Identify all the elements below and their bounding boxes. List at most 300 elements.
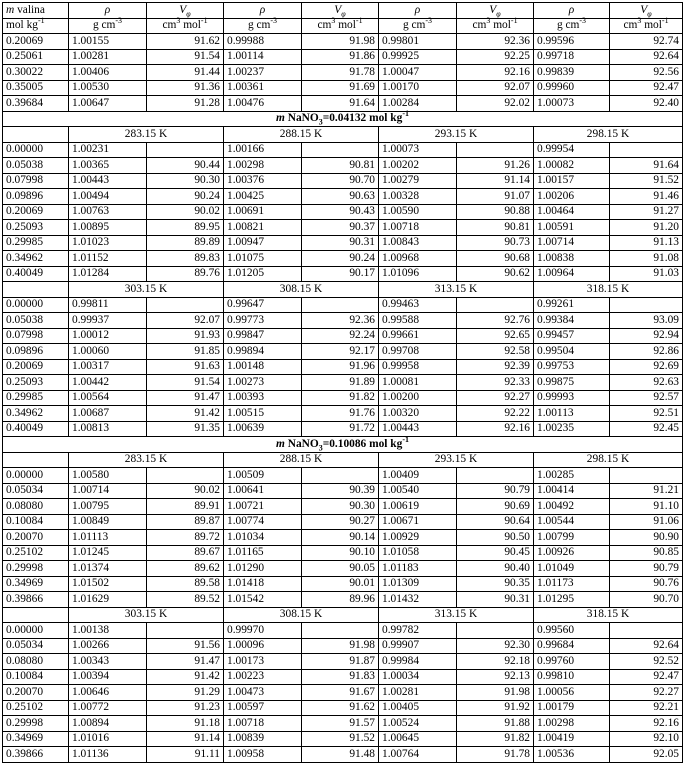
table-row: [3, 747, 683, 763]
table-cell: 90.40: [457, 561, 534, 577]
table-cell: 1.00034: [379, 669, 457, 685]
header-cell: $cm^3$ mol$^{‑1}$: [147, 18, 224, 34]
table-cell: 0.00000: [3, 297, 69, 313]
table-cell: 1.00425: [224, 189, 302, 205]
temperature-label: 293.15 K: [379, 127, 534, 143]
table-cell: 91.87: [302, 654, 379, 670]
table-cell: 89.91: [147, 499, 224, 515]
table-cell: 1.00202: [379, 158, 457, 174]
table-cell: 1.00096: [224, 638, 302, 654]
table-cell: 1.00365: [69, 158, 147, 174]
table-cell: 0.20069: [3, 359, 69, 375]
table-cell: 1.00821: [224, 220, 302, 236]
table-cell: 90.63: [302, 189, 379, 205]
table-cell: 1.00843: [379, 235, 457, 251]
temperature-blank: [3, 607, 69, 623]
table-cell: 91.98: [457, 685, 534, 701]
table-cell: 1.01295: [534, 592, 610, 608]
table-row: [3, 421, 683, 437]
table-cell: 1.00671: [379, 514, 457, 530]
table-cell: 0.99810: [534, 669, 610, 685]
table-cell: 92.52: [610, 654, 683, 670]
table-row: [3, 96, 683, 112]
table-row: [3, 328, 683, 344]
table-cell: 1.00492: [534, 499, 610, 515]
table-row: [3, 266, 683, 282]
table-cell: 1.00148: [224, 359, 302, 375]
table-cell: 92.47: [610, 669, 683, 685]
table-row: [3, 499, 683, 515]
table-cell: 91.85: [147, 344, 224, 360]
table-cell: 1.00206: [534, 189, 610, 205]
table-cell: 1.00464: [534, 204, 610, 220]
table-cell: 93.09: [610, 313, 683, 329]
table-cell: 89.95: [147, 220, 224, 236]
table-cell: 90.79: [610, 561, 683, 577]
table-cell: 92.22: [457, 406, 534, 422]
table-cell: 89.72: [147, 530, 224, 546]
table-cell: 1.00414: [534, 483, 610, 499]
table-cell: 0.25093: [3, 375, 69, 391]
table-cell: 91.14: [457, 173, 534, 189]
temperature-label: 288.15 K: [224, 452, 379, 468]
table-cell: 1.00524: [379, 716, 457, 732]
table-cell: [610, 142, 683, 158]
header-cell: $V_\varphi$: [457, 3, 534, 19]
table-cell: 1.01049: [534, 561, 610, 577]
table-cell: 0.99773: [224, 313, 302, 329]
table-cell: 91.78: [457, 747, 534, 763]
table-cell: 1.00968: [379, 251, 457, 267]
table-cell: 1.00580: [69, 468, 147, 484]
table-cell: 0.99463: [379, 297, 457, 313]
table-cell: [147, 142, 224, 158]
table-cell: 91.86: [302, 49, 379, 65]
table-cell: 1.00298: [224, 158, 302, 174]
table-cell: 1.00179: [534, 700, 610, 716]
table-cell: 0.20069: [3, 34, 69, 50]
table-cell: 1.00647: [69, 96, 147, 112]
header-cell: g $cm^{‑3}$: [69, 18, 147, 34]
temperature-label: 313.15 K: [379, 282, 534, 298]
table-cell: 0.99261: [534, 297, 610, 313]
table-cell: 91.54: [147, 375, 224, 391]
table-cell: 91.63: [147, 359, 224, 375]
temperature-label: 293.15 K: [379, 452, 534, 468]
table-cell: 91.82: [457, 731, 534, 747]
header-cell: $V_\varphi$: [147, 3, 224, 19]
table-cell: 1.00012: [69, 328, 147, 344]
section-title-row: [3, 437, 683, 453]
table-cell: 0.99875: [534, 375, 610, 391]
table-cell: 0.40049: [3, 266, 69, 282]
table-cell: 1.00442: [69, 375, 147, 391]
table-cell: 1.00763: [69, 204, 147, 220]
table-cell: 0.29998: [3, 561, 69, 577]
table-cell: 0.99782: [379, 623, 457, 639]
table-cell: 0.99588: [379, 313, 457, 329]
table-cell: 91.06: [610, 514, 683, 530]
table-cell: 1.00376: [224, 173, 302, 189]
table-cell: 91.14: [147, 731, 224, 747]
table-cell: 1.00795: [69, 499, 147, 515]
table-cell: 1.01290: [224, 561, 302, 577]
table-cell: 0.99894: [224, 344, 302, 360]
table-cell: 89.67: [147, 545, 224, 561]
table-cell: 90.02: [147, 204, 224, 220]
table-cell: 0.40049: [3, 421, 69, 437]
table-cell: 1.00764: [379, 747, 457, 763]
table-cell: 92.56: [610, 65, 683, 81]
table-cell: 1.00494: [69, 189, 147, 205]
table-cell: 1.00328: [379, 189, 457, 205]
temperature-blank: [3, 127, 69, 143]
table-cell: 1.01245: [69, 545, 147, 561]
table-cell: 90.64: [457, 514, 534, 530]
header-cell: g $cm^{‑3}$: [379, 18, 457, 34]
table-cell: 1.01096: [379, 266, 457, 282]
table-cell: 91.21: [610, 483, 683, 499]
section-title: m NaNO$_3$=0.10086 mol $kg^{‑1}$: [3, 437, 683, 453]
table-cell: 91.64: [610, 158, 683, 174]
table-cell: 90.24: [147, 189, 224, 205]
header-cell: m valina: [3, 3, 69, 19]
section-title-row: [3, 111, 683, 127]
table-cell: 0.39866: [3, 592, 69, 608]
table-cell: 0.10084: [3, 669, 69, 685]
table-row: [3, 80, 683, 96]
temperature-blank: [3, 282, 69, 298]
table-cell: 0.20070: [3, 530, 69, 546]
temperature-row: [3, 607, 683, 623]
table-cell: 90.81: [457, 220, 534, 236]
table-cell: 91.98: [302, 638, 379, 654]
table-cell: 1.00281: [69, 49, 147, 65]
table-cell: 90.10: [302, 545, 379, 561]
table-cell: 91.93: [147, 328, 224, 344]
table-cell: 89.87: [147, 514, 224, 530]
table-cell: 89.89: [147, 235, 224, 251]
table-cell: 1.00155: [69, 34, 147, 50]
table-cell: 1.00641: [224, 483, 302, 499]
header-cell: g $cm^{‑3}$: [224, 18, 302, 34]
table-row: [3, 189, 683, 205]
table-cell: 1.00393: [224, 390, 302, 406]
table-cell: 1.00114: [224, 49, 302, 65]
table-cell: 1.00590: [379, 204, 457, 220]
table-cell: 1.00361: [224, 80, 302, 96]
table-cell: 1.00536: [534, 747, 610, 763]
temperature-label: 318.15 K: [534, 282, 683, 298]
table-cell: 1.01629: [69, 592, 147, 608]
table-cell: 89.76: [147, 266, 224, 282]
table-cell: 90.30: [147, 173, 224, 189]
table-cell: 92.21: [610, 700, 683, 716]
table-cell: 0.39866: [3, 747, 69, 763]
table-cell: [302, 142, 379, 158]
table-cell: 90.27: [302, 514, 379, 530]
table-row: [3, 297, 683, 313]
table-cell: 91.03: [610, 266, 683, 282]
table-cell: 1.01502: [69, 576, 147, 592]
table-cell: 1.00564: [69, 390, 147, 406]
table-cell: 1.00619: [379, 499, 457, 515]
table-row: [3, 545, 683, 561]
table-cell: 1.01374: [69, 561, 147, 577]
table-cell: [302, 623, 379, 639]
table-cell: 1.01058: [379, 545, 457, 561]
table-cell: 89.52: [147, 592, 224, 608]
table-cell: 1.00958: [224, 747, 302, 763]
table-cell: 90.44: [147, 158, 224, 174]
table-cell: 1.00279: [379, 173, 457, 189]
temperature-label: 303.15 K: [69, 607, 224, 623]
table-cell: 91.07: [457, 189, 534, 205]
table-cell: 0.07998: [3, 173, 69, 189]
header-cell: $V_\varphi$: [302, 3, 379, 19]
table-cell: 91.67: [302, 685, 379, 701]
table-cell: 92.02: [457, 96, 534, 112]
table-cell: 1.01542: [224, 592, 302, 608]
table-cell: 92.40: [610, 96, 683, 112]
header-row: [3, 18, 683, 34]
table-cell: 1.01418: [224, 576, 302, 592]
table-cell: 1.00235: [534, 421, 610, 437]
table-cell: 0.30022: [3, 65, 69, 81]
table-cell: 1.01016: [69, 731, 147, 747]
table-cell: 0.99760: [534, 654, 610, 670]
table-cell: 1.00317: [69, 359, 147, 375]
table-cell: 1.00231: [69, 142, 147, 158]
table-cell: 1.00047: [379, 65, 457, 81]
table-cell: 0.99753: [534, 359, 610, 375]
table-cell: 0.99596: [534, 34, 610, 50]
table-cell: 1.00056: [534, 685, 610, 701]
table-row: [3, 530, 683, 546]
table-cell: 0.34969: [3, 576, 69, 592]
table-cell: 91.78: [302, 65, 379, 81]
table-cell: 0.99958: [379, 359, 457, 375]
temperature-label: 318.15 K: [534, 607, 683, 623]
table-cell: 92.10: [610, 731, 683, 747]
table-cell: 91.54: [147, 49, 224, 65]
table-cell: 1.00540: [379, 483, 457, 499]
table-cell: 1.00320: [379, 406, 457, 422]
table-cell: 1.00166: [224, 142, 302, 158]
table-cell: 1.00597: [224, 700, 302, 716]
table-cell: 1.00646: [69, 685, 147, 701]
table-cell: 91.56: [147, 638, 224, 654]
table-cell: 1.00714: [534, 235, 610, 251]
table-row: [3, 638, 683, 654]
table-cell: 90.90: [610, 530, 683, 546]
table-cell: 1.00714: [69, 483, 147, 499]
table-cell: 92.36: [457, 34, 534, 50]
table-row: [3, 204, 683, 220]
table-cell: 90.35: [457, 576, 534, 592]
table-cell: [457, 142, 534, 158]
temperature-label: 298.15 K: [534, 127, 683, 143]
table-row: [3, 561, 683, 577]
table-cell: 92.64: [610, 49, 683, 65]
table-cell: 91.69: [302, 80, 379, 96]
table-cell: 90.45: [457, 545, 534, 561]
table-cell: 1.00509: [224, 468, 302, 484]
table-cell: 89.62: [147, 561, 224, 577]
table-cell: 1.00273: [224, 375, 302, 391]
table-row: [3, 654, 683, 670]
table-cell: 91.20: [610, 220, 683, 236]
table-cell: 1.00929: [379, 530, 457, 546]
table-cell: 1.00113: [534, 406, 610, 422]
table-cell: 0.99993: [534, 390, 610, 406]
table-row: [3, 65, 683, 81]
table-cell: 0.05034: [3, 638, 69, 654]
table-cell: 92.30: [457, 638, 534, 654]
table-cell: 1.00405: [379, 700, 457, 716]
header-cell: $V_\varphi$: [610, 3, 683, 19]
table-cell: 91.36: [147, 80, 224, 96]
table-cell: 1.00774: [224, 514, 302, 530]
table-cell: 1.00443: [379, 421, 457, 437]
table-cell: 0.34962: [3, 406, 69, 422]
table-cell: 91.88: [457, 716, 534, 732]
table-cell: 1.00639: [224, 421, 302, 437]
table-cell: 1.00515: [224, 406, 302, 422]
table-cell: 0.25061: [3, 49, 69, 65]
data-table: [2, 2, 683, 763]
section-title: m NaNO$_3$=0.04132 mol $kg^{‑1}$: [3, 111, 683, 127]
table-cell: 1.00772: [69, 700, 147, 716]
table-row: [3, 576, 683, 592]
table-cell: 90.50: [457, 530, 534, 546]
header-cell: mol $kg^{‑1}$: [3, 18, 69, 34]
table-cell: 1.00394: [69, 669, 147, 685]
table-cell: 0.99457: [534, 328, 610, 344]
table-cell: 92.65: [457, 328, 534, 344]
table-cell: 92.45: [610, 421, 683, 437]
temperature-row: [3, 127, 683, 143]
table-cell: 0.00000: [3, 623, 69, 639]
table-cell: 92.16: [610, 716, 683, 732]
table-cell: 0.99847: [224, 328, 302, 344]
table-cell: 0.00000: [3, 468, 69, 484]
table-cell: 92.86: [610, 344, 683, 360]
table-cell: 1.00721: [224, 499, 302, 515]
table-cell: 92.47: [610, 80, 683, 96]
table-cell: 92.74: [610, 34, 683, 50]
table-cell: 0.99384: [534, 313, 610, 329]
table-cell: 1.01284: [69, 266, 147, 282]
table-cell: 92.57: [610, 390, 683, 406]
table-cell: 0.99718: [534, 49, 610, 65]
table-cell: 91.64: [302, 96, 379, 112]
table-cell: 0.99907: [379, 638, 457, 654]
table-cell: 0.07998: [3, 328, 69, 344]
table-cell: 91.98: [302, 34, 379, 50]
table-cell: 90.81: [302, 158, 379, 174]
table-cell: 1.00530: [69, 80, 147, 96]
table-cell: 0.99988: [224, 34, 302, 50]
table-cell: [457, 623, 534, 639]
table-cell: 90.79: [457, 483, 534, 499]
table-cell: [147, 623, 224, 639]
table-cell: 90.17: [302, 266, 379, 282]
table-cell: 1.00138: [69, 623, 147, 639]
table-cell: 0.29985: [3, 235, 69, 251]
table-cell: 92.33: [457, 375, 534, 391]
table-cell: 92.18: [457, 654, 534, 670]
table-cell: 90.43: [302, 204, 379, 220]
table-cell: 90.70: [610, 592, 683, 608]
table-cell: 1.00073: [534, 96, 610, 112]
table-cell: 0.99970: [224, 623, 302, 639]
header-cell: $cm^3$ mol$^{‑1}$: [457, 18, 534, 34]
table-cell: 1.00073: [379, 142, 457, 158]
table-cell: 1.00947: [224, 235, 302, 251]
table-cell: 1.00591: [534, 220, 610, 236]
table-cell: 1.00223: [224, 669, 302, 685]
table-cell: [302, 297, 379, 313]
table-cell: 90.37: [302, 220, 379, 236]
table-row: [3, 251, 683, 267]
table-cell: 0.99984: [379, 654, 457, 670]
temperature-label: 308.15 K: [224, 607, 379, 623]
table-cell: 1.00964: [534, 266, 610, 282]
header-cell: $cm^3$ mol$^{‑1}$: [610, 18, 683, 34]
table-cell: 1.01113: [69, 530, 147, 546]
table-cell: 0.99684: [534, 638, 610, 654]
table-cell: 91.52: [302, 731, 379, 747]
table-cell: [457, 297, 534, 313]
temperature-label: 303.15 K: [69, 282, 224, 298]
table-cell: 91.29: [147, 685, 224, 701]
table-cell: 0.05038: [3, 158, 69, 174]
table-cell: 92.76: [457, 313, 534, 329]
table-cell: 1.00409: [379, 468, 457, 484]
table-row: [3, 669, 683, 685]
table-cell: 91.23: [147, 700, 224, 716]
table-cell: 1.00082: [534, 158, 610, 174]
table-cell: [147, 468, 224, 484]
table-cell: 0.99954: [534, 142, 610, 158]
table-cell: 91.46: [610, 189, 683, 205]
table-cell: 92.17: [302, 344, 379, 360]
table-cell: 90.31: [457, 592, 534, 608]
table-cell: 0.08080: [3, 654, 69, 670]
table-cell: 90.70: [302, 173, 379, 189]
table-cell: 92.64: [610, 638, 683, 654]
table-cell: 1.00060: [69, 344, 147, 360]
table-cell: 91.08: [610, 251, 683, 267]
table-cell: 90.62: [457, 266, 534, 282]
table-cell: 92.16: [457, 421, 534, 437]
table-cell: 1.00081: [379, 375, 457, 391]
table-cell: 0.99839: [534, 65, 610, 81]
table-cell: 91.57: [302, 716, 379, 732]
table-cell: 1.00473: [224, 685, 302, 701]
table-cell: 91.11: [147, 747, 224, 763]
table-cell: 92.16: [457, 65, 534, 81]
table-cell: 0.99937: [69, 313, 147, 329]
table-cell: 92.51: [610, 406, 683, 422]
table-cell: 0.25102: [3, 545, 69, 561]
table-cell: 91.35: [147, 421, 224, 437]
table-cell: 1.00343: [69, 654, 147, 670]
table-cell: 0.34969: [3, 731, 69, 747]
table-row: [3, 592, 683, 608]
table-cell: 0.99560: [534, 623, 610, 639]
